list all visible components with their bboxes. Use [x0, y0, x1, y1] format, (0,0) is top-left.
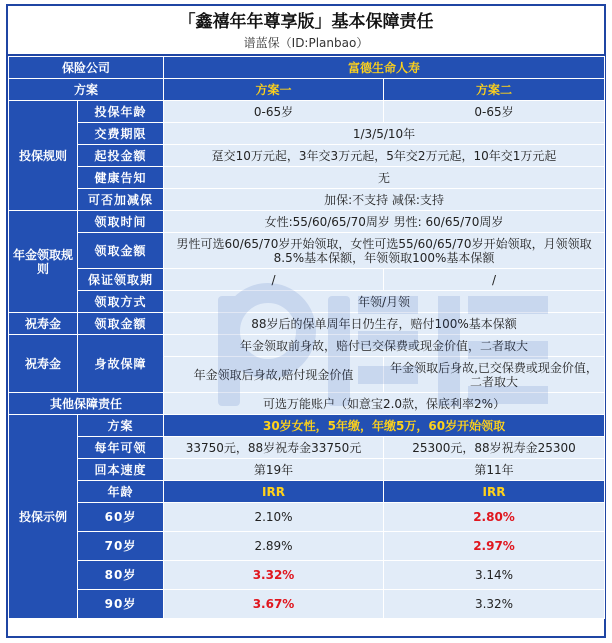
table-row [9, 211, 605, 233]
irr-plan2: 2.97% [384, 532, 605, 561]
table-row [9, 269, 605, 291]
page-title: 「鑫禧年年尊享版」基本保障责任 [178, 12, 434, 32]
table-row [9, 189, 605, 211]
example-plan-value: 30岁女性，5年缴，年缴5万，60岁开始领取 [164, 415, 605, 437]
irr-plan1: 2.10% [164, 503, 384, 532]
table-row [9, 532, 605, 561]
company-label: 保险公司 [9, 57, 164, 79]
birthday-value: 88岁后的保单周年日仍生存，赔付100%基本保额 [164, 313, 605, 335]
irr-age: 70岁 [78, 532, 164, 561]
table-row [9, 481, 605, 503]
table-row [9, 145, 605, 167]
time-label: 领取时间 [78, 211, 164, 233]
plan2-header: 方案二 [384, 79, 605, 101]
table-row [9, 393, 605, 415]
method-value: 年领/月领 [164, 291, 605, 313]
birthday-label: 领取金额 [78, 313, 164, 335]
other-value: 可选万能账户（如意宝2.0款，保底利率2%） [164, 393, 605, 415]
adjust-value: 加保:不支持 减保:支持 [164, 189, 605, 211]
table-row [9, 167, 605, 189]
irr-age: 80岁 [78, 561, 164, 590]
irr-plan1: 3.67% [164, 590, 384, 619]
table-row [9, 459, 605, 481]
age-plan2: 0-65岁 [384, 101, 605, 123]
table-row [9, 590, 605, 619]
table-row [9, 335, 605, 357]
title-box [8, 6, 604, 56]
death-plan1: 年金领取后身故,赔付现金价值 [164, 357, 384, 393]
example-plan-label: 方案 [78, 415, 164, 437]
page-subtitle: 谱蓝保（ID:Planbao） [243, 36, 369, 50]
amount-label: 领取金额 [78, 233, 164, 269]
table-row [9, 437, 605, 459]
irr-plan2: 3.14% [384, 561, 605, 590]
other-label: 其他保障责任 [9, 393, 164, 415]
table-row [9, 415, 605, 437]
guarantee-label: 保证领取期 [78, 269, 164, 291]
birthday-category: 祝寿金 [9, 313, 78, 335]
annual-plan1: 33750元，88岁祝寿金33750元 [164, 437, 384, 459]
term-value: 1/3/5/10年 [164, 123, 605, 145]
irr-plan2: 2.80% [384, 503, 605, 532]
time-value: 女性:55/60/65/70周岁 男性: 60/65/70周岁 [164, 211, 605, 233]
death-category: 祝寿金 [9, 335, 78, 393]
irr-plan1: 3.32% [164, 561, 384, 590]
amount-value: 男性可选60/65/70岁开始领取，女性可选55/60/65/70岁开始领取，月领领取8.5%基本保额，年领领取100%基本保额 [164, 233, 605, 269]
irr-header-plan2: IRR [384, 481, 605, 503]
annual-label: 每年可领 [78, 437, 164, 459]
table-row [9, 57, 605, 79]
irr-header-plan1: IRR [164, 481, 384, 503]
min-label: 起投金额 [78, 145, 164, 167]
term-label: 交费期限 [78, 123, 164, 145]
table-row [9, 503, 605, 532]
table-row [9, 233, 605, 269]
payback-label: 回本速度 [78, 459, 164, 481]
rules-category: 投保规则 [9, 101, 78, 211]
annual-plan2: 25300元，88岁祝寿金25300 [384, 437, 605, 459]
payback-plan1: 第19年 [164, 459, 384, 481]
table-row [9, 561, 605, 590]
adjust-label: 可否加减保 [78, 189, 164, 211]
guarantee-plan1: / [164, 269, 384, 291]
table-row [9, 101, 605, 123]
table-row [9, 123, 605, 145]
death-row1: 年金领取前身故，赔付已交保费或现金价值，二者取大 [164, 335, 605, 357]
death-label: 身故保障 [78, 335, 164, 393]
health-value: 无 [164, 167, 605, 189]
guarantee-table [8, 56, 605, 619]
plan1-header: 方案一 [164, 79, 384, 101]
company-value: 富德生命人寿 [164, 57, 605, 79]
method-label: 领取方式 [78, 291, 164, 313]
guarantee-table-sheet [6, 4, 606, 638]
health-label: 健康告知 [78, 167, 164, 189]
annuity-category: 年金领取规则 [9, 211, 78, 313]
age-plan1: 0-65岁 [164, 101, 384, 123]
table-row [9, 79, 605, 101]
irr-age: 90岁 [78, 590, 164, 619]
irr-plan1: 2.89% [164, 532, 384, 561]
irr-plan2: 3.32% [384, 590, 605, 619]
min-value: 趸交10万元起，3年交3万元起，5年交2万元起，10年交1万元起 [164, 145, 605, 167]
death-plan2: 年金领取后身故,已交保费或现金价值，二者取大 [384, 357, 605, 393]
table-row [9, 291, 605, 313]
age-label: 投保年龄 [78, 101, 164, 123]
irr-age-header: 年龄 [78, 481, 164, 503]
guarantee-plan2: / [384, 269, 605, 291]
payback-plan2: 第11年 [384, 459, 605, 481]
irr-age: 60岁 [78, 503, 164, 532]
plans-label: 方案 [9, 79, 164, 101]
example-category: 投保示例 [9, 415, 78, 619]
table-row [9, 313, 605, 335]
